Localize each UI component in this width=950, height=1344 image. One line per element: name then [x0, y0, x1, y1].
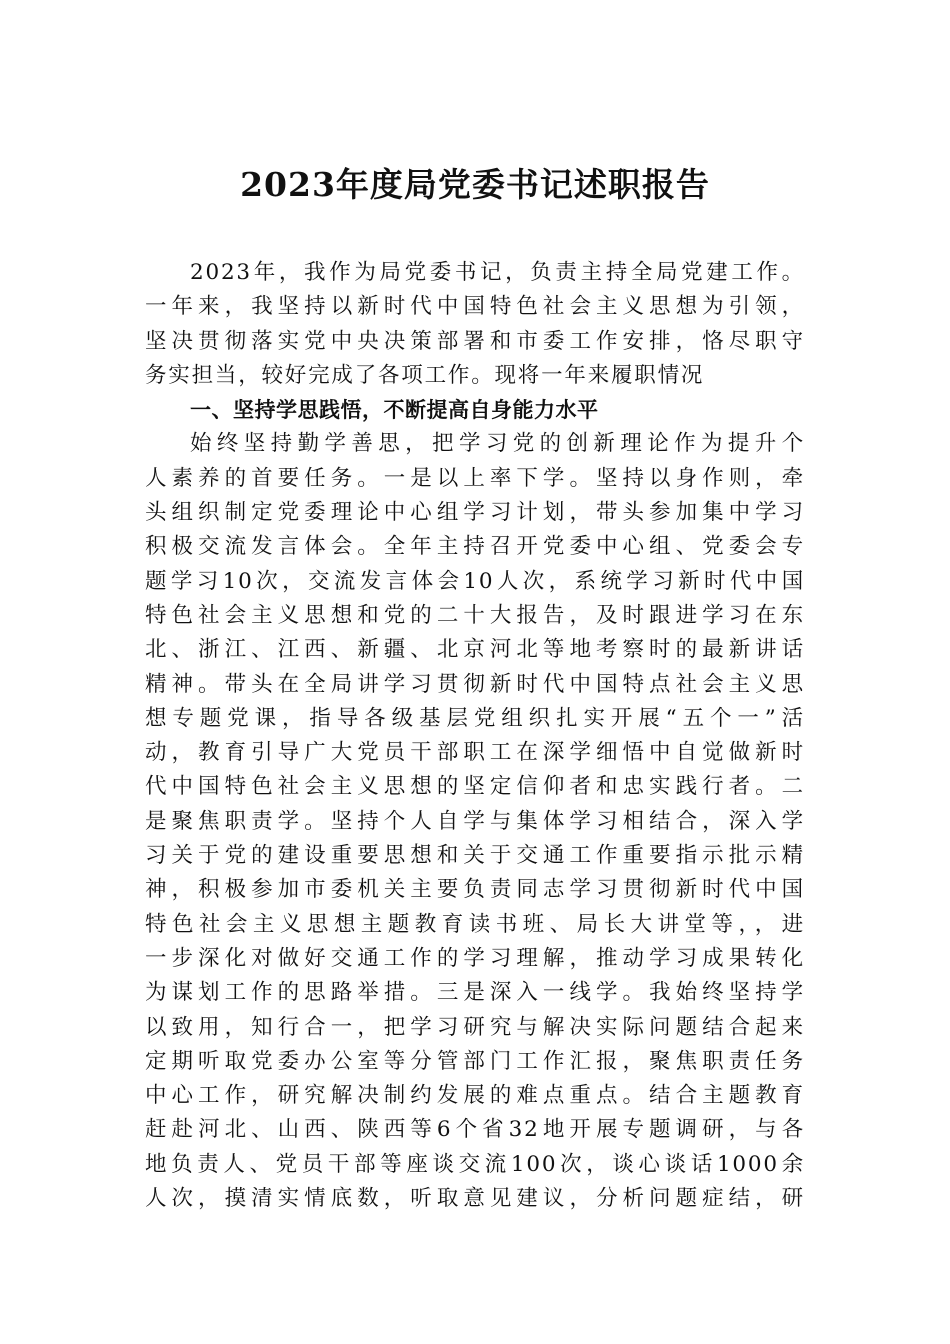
paragraph-line: 神，积极参加市委机关主要负责同志学习贯彻新时代中国 — [145, 877, 805, 903]
paragraph-line: 赶赴河北、山西、陕西等6个省32地开展专题调研，与各 — [145, 1117, 805, 1143]
section-heading: 一、坚持学思践悟，不断提高自身能力水平 — [190, 398, 599, 423]
paragraph-line: 特色社会主义思想主题教育读书班、局长大讲堂等，，进 — [145, 911, 805, 937]
paragraph-line: 头组织制定党委理论中心组学习计划，带头参加集中学习 — [145, 500, 805, 526]
paragraph-line: 题学习10次，交流发言体会10人次，系统学习新时代中国 — [145, 568, 805, 594]
paragraph-line: 一步深化对做好交通工作的学习理解，推动学习成果转化 — [145, 945, 805, 971]
paragraph-line: 始终坚持勤学善思，把学习党的创新理论作为提升个 — [190, 431, 805, 457]
paragraph-line: 为谋划工作的思路举措。三是深入一线学。我始终坚持学 — [145, 980, 805, 1006]
paragraph-line: 中心工作，研究解决制约发展的难点重点。结合主题教育 — [145, 1083, 805, 1109]
paragraph-line: 以致用，知行合一，把学习研究与解决实际问题结合起来 — [145, 1014, 805, 1040]
paragraph-line: 想专题党课，指导各级基层党组织扎实开展“五个一”活 — [145, 705, 805, 731]
paragraph-line: 积极交流发言体会。全年主持召开党委中心组、党委会专 — [145, 534, 805, 560]
intro-line: 一年来，我坚持以新时代中国特色社会主义思想为引领， — [145, 294, 805, 320]
paragraph-line: 定期听取党委办公室等分管部门工作汇报，聚焦职责任务 — [145, 1048, 805, 1074]
paragraph-line: 代中国特色社会主义思想的坚定信仰者和忠实践行者。二 — [145, 774, 805, 800]
paragraph-line: 北、浙江、江西、新疆、北京河北等地考察时的最新讲话 — [145, 637, 805, 663]
paragraph-line: 特色社会主义思想和党的二十大报告，及时跟进学习在东 — [145, 602, 805, 628]
paragraph-line: 习关于党的建设重要思想和关于交通工作重要指示批示精 — [145, 843, 805, 869]
paragraph-line: 地负责人、党员干部等座谈交流100次，谈心谈话1000余 — [145, 1151, 805, 1177]
paragraph-line: 精神。带头在全局讲学习贯彻新时代中国特点社会主义思 — [145, 671, 805, 697]
intro-line: 务实担当，较好完成了各项工作。现将一年来履职情况 — [145, 362, 705, 388]
paragraph-line: 人素养的首要任务。一是以上率下学。坚持以身作则，牵 — [145, 465, 805, 491]
paragraph-line: 动，教育引导广大党员干部职工在深学细悟中自觉做新时 — [145, 740, 805, 766]
intro-line: 坚决贯彻落实党中央决策部署和市委工作安排，恪尽职守 — [145, 328, 805, 354]
document-body — [145, 256, 805, 1216]
intro-line: 2023年，我作为局党委书记，负责主持全局党建工作。 — [190, 260, 805, 285]
paragraph-line: 是聚焦职责学。坚持个人自学与集体学习相结合，深入学 — [145, 808, 805, 834]
paragraph-line: 人次，摸清实情底数，听取意见建议，分析问题症结，研 — [145, 1186, 805, 1212]
document-title: 2023年度局党委书记述职报告 — [240, 165, 710, 204]
